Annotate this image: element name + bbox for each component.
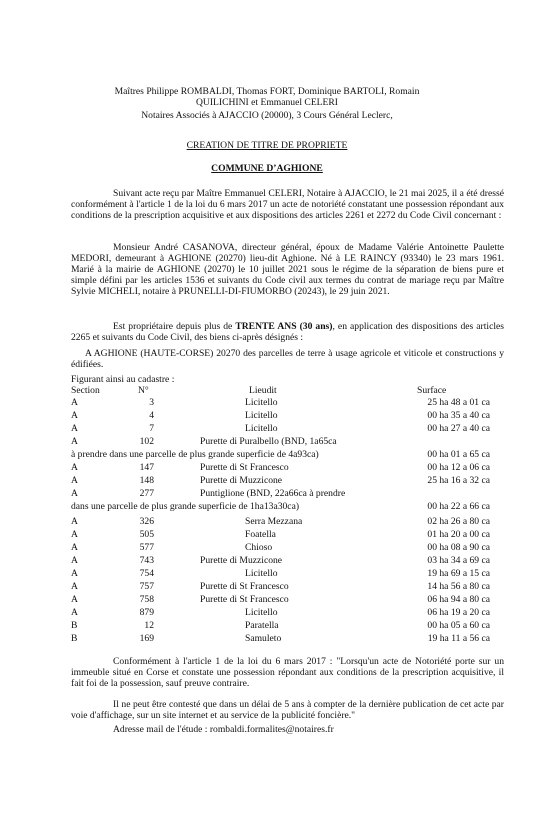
- location-paragraph: A AGHIONE (HAUTE-CORSE) 20270 des parcelles de terre à usage agricole et viticole et constructions y édifiées.: [71, 348, 504, 370]
- table-cell-section: A: [71, 594, 78, 605]
- table-cell-surface: 01 ha 20 a 00 ca: [427, 529, 490, 540]
- conformity-paragraph: Conformément à l'article 1 de la loi du 6 mars 2017 : "Lorsqu'un acte de Notoriété porte sur un immeuble situé en Corse et constate une possession répondant aux conditions de la prescription acquisitive, il fait foi de la possession, sauf preuve contraire.: [71, 656, 504, 689]
- table-cell-lieudit: Purette di Puralbello (BND, 1a65ca: [200, 436, 337, 447]
- possession-paragraph: [71, 321, 504, 343]
- table-cell-numero: 754: [139, 568, 154, 579]
- table-cell-surface: 00 ha 01 a 65 ca: [427, 449, 490, 460]
- table-cell-section: A: [71, 436, 78, 447]
- table-cell-surface: 00 ha 22 a 66 ca: [427, 501, 490, 512]
- intro-paragraph: Suivant acte reçu par Maître Emmanuel CELERI, Notaire à AJACCIO, le 21 mai 2025, il a été dressé conformément à l'article 1 de la loi du 6 mars 2017 un acte de notoriété constatant une possession répondant aux conditions de la prescription acquisitive et aux dispositions des articles 2261 et 2272 du Code Civil concernant :: [71, 188, 504, 221]
- table-cell-lieudit: Samuleto: [245, 633, 282, 644]
- table-cell-surface: 14 ha 56 a 80 ca: [427, 581, 490, 592]
- table-cell-lieudit: Chioso: [245, 542, 273, 553]
- table-cell-surface: 19 ha 69 a 15 ca: [427, 568, 490, 579]
- table-cell-lieudit: Puntiglione (BND, 22a66ca à prendre: [200, 488, 346, 499]
- table-cell-lieudit: Licitello: [245, 423, 278, 434]
- table-cell-lieudit: Purette di St Francesco: [200, 462, 289, 473]
- document-title: CREATION DE TITRE DE PROPRIETE: [186, 140, 348, 151]
- table-cell-numero: 577: [139, 542, 154, 553]
- table-cell-surface: 02 ha 26 a 80 ca: [427, 516, 490, 527]
- table-cell-numero: 7: [149, 423, 154, 434]
- table-cell-section: A: [71, 488, 78, 499]
- table-cell-numero: 102: [139, 436, 154, 447]
- header-line-1: Maîtres Philippe ROMBALDI, Thomas FORT, Dominique BARTOLI, Romain: [114, 86, 420, 97]
- header-line-3: Notaires Associés à AJACCIO (20000), 3 Cours Général Leclerc,: [141, 110, 393, 121]
- table-cell-lieudit: Purette di Muzzicone: [200, 475, 283, 486]
- table-cell-numero: 277: [139, 488, 154, 499]
- table-cell-section: A: [71, 423, 78, 434]
- table-cell-numero: 757: [139, 581, 154, 592]
- table-cell-lieudit: Purette di Muzzicone: [200, 555, 283, 566]
- cadastre-intro: Figurant ainsi au cadastre :: [71, 374, 175, 385]
- table-cell-lieudit: Foatella: [245, 529, 276, 540]
- table-cell-lieudit: Purette di St Francesco: [200, 581, 289, 592]
- table-cell-section: B: [71, 633, 78, 644]
- table-cell-section: B: [71, 620, 78, 631]
- table-cell-section: A: [71, 529, 78, 540]
- table-cell-section: A: [71, 542, 78, 553]
- table-cell-section: A: [71, 410, 78, 421]
- table-cell-surface: 00 ha 12 a 06 ca: [427, 462, 490, 473]
- table-cell-numero: 12: [144, 620, 154, 631]
- table-cell-surface: 06 ha 19 a 20 ca: [427, 607, 490, 618]
- table-cell-numero: 743: [139, 555, 154, 566]
- column-header-lieudit: Lieudit: [249, 385, 277, 396]
- table-cell-numero: 148: [139, 475, 154, 486]
- table-cell-section: A: [71, 581, 78, 592]
- table-cell-section: A: [71, 475, 78, 486]
- column-header-section: Section: [71, 385, 100, 396]
- table-cell-numero: 879: [139, 607, 154, 618]
- possession-duration: TRENTE ANS (30 ans): [235, 321, 333, 332]
- owner-paragraph: Monsieur André CASANOVA, directeur général, époux de Madame Valérie Antoinette Paulette MEDORI, demeurant à AGHIONE (20270) lieu-dit Aghione. Né à LE RAINCY (93340) le 23 mars 1961. Marié à la mairie de AGHIONE (20270) le 10 juillet 2021 sous le régime de la séparation de biens pure et simple défini par les articles 1536 et suivants du Code civil aux termes du contrat de mariage reçu par Maître Sylvie MICHELI, notaire à PRUNELLI-DI-FIUMORBO (20243), le 29 juin 2021.: [71, 242, 504, 297]
- column-header-numero: N°: [138, 385, 149, 396]
- table-cell-section: A: [71, 607, 78, 618]
- table-cell-section: A: [71, 568, 78, 579]
- table-cell-lieudit: Paratella: [245, 620, 279, 631]
- column-header-surface: Surface: [417, 385, 447, 396]
- table-cell-lieudit: Licitello: [245, 397, 278, 408]
- table-cell-lieudit: Licitello: [245, 568, 278, 579]
- table-cell-surface: 06 ha 94 a 80 ca: [427, 594, 490, 605]
- table-cell-surface: 00 ha 35 a 40 ca: [427, 410, 490, 421]
- table-cell-surface: 25 ha 48 a 01 ca: [427, 397, 490, 408]
- table-cell-section: A: [71, 555, 78, 566]
- table-cell-lieudit: Serra Mezzana: [245, 516, 303, 527]
- table-cell-numero: 147: [139, 462, 154, 473]
- header-line-2: QUILICHINI et Emmanuel CELERI: [195, 97, 338, 108]
- possession-text-before: Est propriétaire depuis plus de: [113, 321, 236, 332]
- table-cell-surface: 00 ha 05 a 60 ca: [427, 620, 490, 631]
- table-cell-surface: 25 ha 16 a 32 ca: [427, 475, 490, 486]
- table-cell-lieudit: Purette di St Francesco: [200, 594, 289, 605]
- document-subtitle: COMMUNE D’AGHIONE: [211, 163, 323, 174]
- table-cell-section: A: [71, 397, 78, 408]
- table-cell-numero: 169: [139, 633, 154, 644]
- table-cell-numero: 3: [149, 397, 154, 408]
- table-cell-numero: 758: [139, 594, 154, 605]
- table-cell-surface: 03 ha 34 a 69 ca: [427, 555, 490, 566]
- table-cell-section: A: [71, 516, 78, 527]
- table-cell-section: A: [71, 462, 78, 473]
- table-cell-lieudit: dans une parcelle de plus grande superficie de 1ha13a30ca): [71, 501, 300, 512]
- table-cell-surface: 19 ha 11 a 56 ca: [427, 633, 490, 644]
- email-line: Adresse mail de l'étude : rombaldi.formalites@notaires.fr: [113, 724, 334, 735]
- table-cell-numero: 4: [149, 410, 154, 421]
- possession-text-after: , en application des dispositions des articles 2265 et suivants du Code Civil, des biens ci-après désignés :: [71, 321, 504, 343]
- contest-paragraph: Il ne peut être contesté que dans un délai de 5 ans à compter de la dernière publication de cet acte par voie d'affichage, sur un site internet et au service de la publicité foncière.": [71, 699, 504, 721]
- table-cell-surface: 00 ha 08 a 90 ca: [427, 542, 490, 553]
- table-cell-lieudit: Licitello: [245, 410, 278, 421]
- table-cell-numero: 505: [139, 529, 154, 540]
- table-cell-lieudit: à prendre dans une parcelle de plus grande superficie de 4a93ca): [71, 449, 319, 460]
- table-cell-lieudit: Licitello: [245, 607, 278, 618]
- table-cell-numero: 326: [139, 516, 154, 527]
- table-cell-surface: 00 ha 27 a 40 ca: [427, 423, 490, 434]
